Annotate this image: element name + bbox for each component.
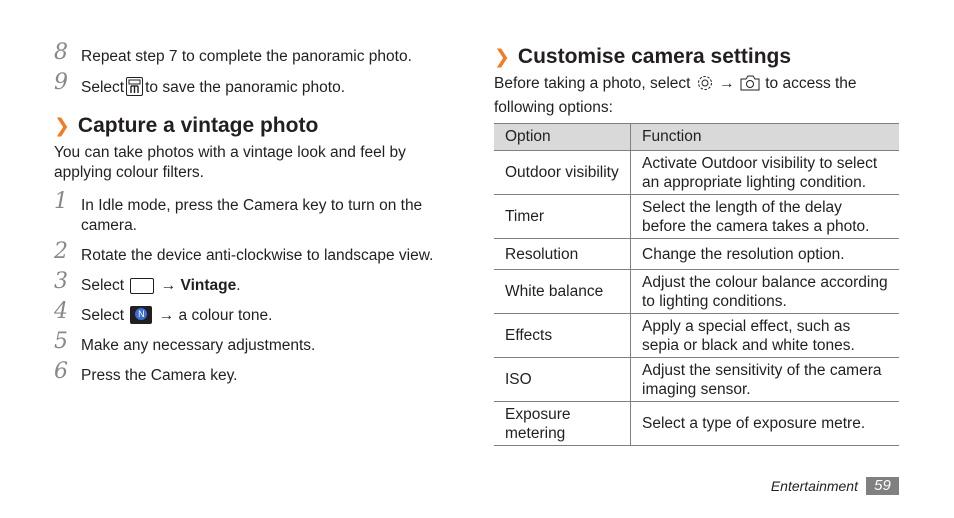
- step-text: Repeat step 7 to complete the panoramic photo.: [81, 48, 412, 65]
- step-text: Press the Camera key.: [81, 367, 238, 384]
- step-text: In Idle mode, press the Camera key to turn on the camera.: [81, 197, 423, 234]
- section-intro: You can take photos with a vintage look and feel by applying colour filters.: [54, 144, 406, 181]
- option-cell: Timer: [494, 195, 631, 239]
- option-cell: White balance: [494, 270, 631, 314]
- option-cell: Effects: [494, 314, 631, 358]
- filter-icon: N: [130, 306, 152, 324]
- step-number: 9: [54, 70, 68, 95]
- settings-icon: [695, 74, 715, 98]
- table-row: [494, 402, 899, 446]
- function-cell: Adjust the sensitivity of the camera imaging sensor.: [631, 358, 900, 402]
- step-text-post: to save the panoramic photo.: [145, 79, 345, 96]
- step-number: 3: [54, 269, 68, 294]
- function-cell: Adjust the colour balance according to lighting conditions.: [631, 270, 900, 314]
- chevron-right-icon: ❯: [494, 47, 510, 68]
- column-header-option: Option: [494, 124, 631, 151]
- function-cell: Select a type of exposure metre.: [631, 402, 900, 446]
- function-cell: Change the resolution option.: [631, 239, 900, 270]
- table-row: [494, 270, 899, 314]
- step-number: 5: [54, 329, 68, 354]
- table-row: [494, 151, 899, 195]
- step-text: Rotate the device anti-clockwise to landscape view.: [81, 247, 434, 264]
- function-cell: Apply a special effect, such as sepia or black and white tones.: [631, 314, 900, 358]
- section-intro: Before taking a photo, select → to access the following options:: [494, 75, 857, 116]
- footer-section-label: Entertainment: [770, 478, 858, 494]
- step-text-pre: Select: [81, 79, 125, 96]
- table-header-row: [494, 124, 899, 151]
- function-cell: Activate Outdoor visibility to select an appropriate lighting condition.: [631, 151, 900, 195]
- step-number: 4: [54, 299, 68, 324]
- column-header-function: Function: [631, 124, 900, 151]
- step-number: 6: [54, 359, 68, 384]
- shooting-mode-icon: [130, 278, 154, 294]
- step-number: 2: [54, 239, 68, 264]
- step-text: Make any necessary adjustments.: [81, 337, 316, 354]
- step-number: 1: [54, 189, 68, 214]
- table-row: [494, 239, 899, 270]
- option-cell: Resolution: [494, 239, 631, 270]
- section-heading-vintage: ❯ Capture a vintage photo: [54, 114, 319, 137]
- page-number: 59: [866, 477, 899, 495]
- chevron-right-icon: ❯: [54, 116, 70, 137]
- section-heading-customise: ❯ Customise camera settings: [494, 45, 792, 68]
- save-icon: [126, 77, 143, 96]
- table-row: [494, 358, 899, 402]
- camera-icon: [739, 74, 761, 98]
- camera-options-table: [494, 123, 899, 446]
- table-row: [494, 195, 899, 239]
- option-cell: ISO: [494, 358, 631, 402]
- table-row: [494, 314, 899, 358]
- option-cell: Outdoor visibility: [494, 151, 631, 195]
- function-cell: Select the length of the delay before the camera takes a photo.: [631, 195, 900, 239]
- option-cell: Exposure metering: [494, 402, 631, 446]
- step-number: 8: [54, 40, 68, 65]
